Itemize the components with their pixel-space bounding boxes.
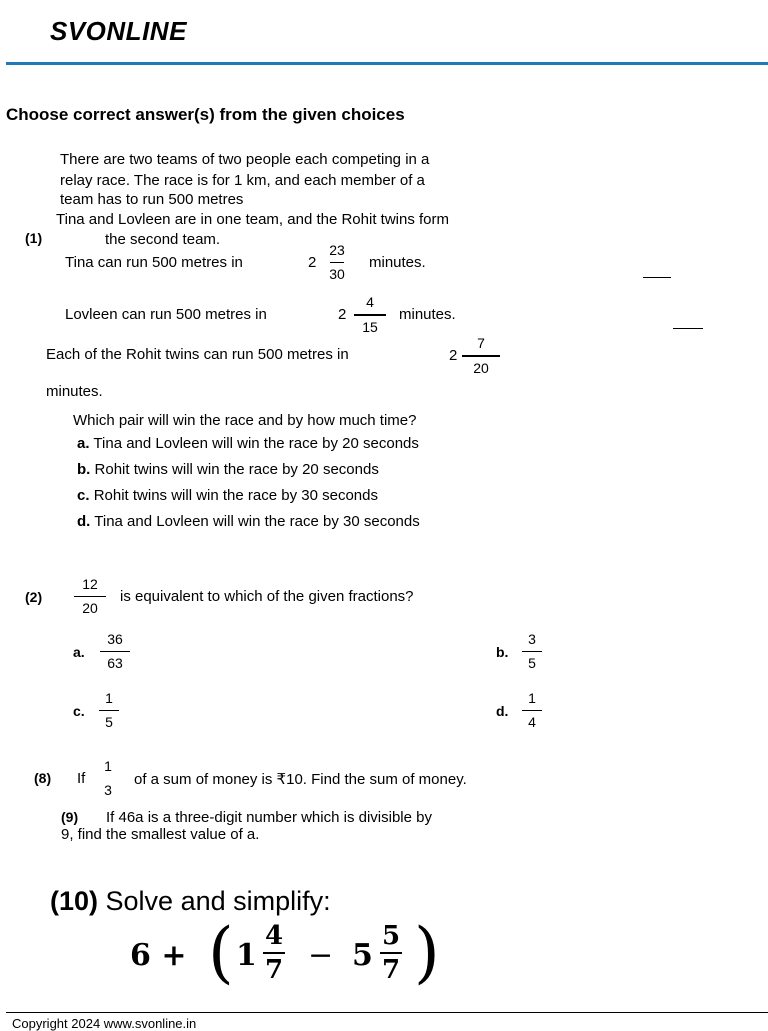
q2-numerator: 12 (82, 576, 98, 592)
option-letter: a. (77, 435, 90, 452)
q10-fraction-2 (380, 922, 402, 984)
denominator: 4 (528, 714, 536, 730)
open-paren: ( (208, 914, 234, 991)
fraction-bar (380, 952, 402, 954)
q2-number: (2) (25, 589, 43, 605)
fraction-bar (522, 651, 542, 652)
q8-number: (8) (34, 770, 52, 786)
fraction-bar (100, 651, 130, 652)
q1-rohit-denominator: 20 (473, 359, 489, 376)
q1-lovleen-text: Lovleen can run 500 metres in (65, 306, 267, 323)
denominator: 5 (528, 655, 536, 671)
q10-heading (50, 886, 331, 917)
site-logo: SVONLINE (50, 16, 187, 46)
q1-option-d[interactable] (77, 513, 420, 530)
q10-number: (10) (50, 886, 99, 916)
q1-tina-denominator: 30 (329, 266, 345, 282)
q9-number: (9) (61, 809, 79, 825)
fraction-bar (99, 710, 119, 711)
option-letter: d. (77, 513, 91, 530)
q1-tina-whole: 2 (308, 254, 317, 271)
numerator: 3 (528, 631, 536, 647)
q1-rohit-text: Each of the Rohit twins can run 500 metres in (46, 346, 349, 363)
option-text: Rohit twins will win the race by 20 seconds (94, 461, 379, 478)
q1-option-a[interactable] (77, 435, 419, 452)
option-letter: a. (73, 644, 85, 660)
numerator: 1 (528, 690, 536, 706)
close-paren: ) (414, 914, 440, 991)
fraction-bar (74, 596, 106, 597)
q2-text: is equivalent to which of the given fractions? (120, 588, 414, 605)
footer-copyright: Copyright 2024 www.svonline.in (12, 1016, 197, 1031)
option-text: Tina and Lovleen will win the race by 20 seconds (93, 435, 419, 452)
q1-intro-line-1: There are two teams of two people each competing in a (60, 151, 430, 168)
q1-lovleen-whole: 2 (338, 306, 347, 323)
q1-rohit-unit: minutes. (46, 383, 103, 400)
fraction-bar (462, 355, 500, 357)
q8-denominator: 3 (104, 782, 112, 798)
numerator: 5 (381, 921, 401, 951)
q1-rohit-numerator: 7 (477, 335, 485, 351)
denominator: 7 (381, 955, 401, 985)
option-letter: b. (77, 461, 91, 478)
option-fraction (522, 631, 542, 671)
option-fraction (99, 690, 119, 730)
q1-option-b[interactable] (77, 461, 379, 478)
numerator: 4 (264, 921, 284, 951)
q1-teams-line-1: Tina and Lovleen are in one team, and the Rohit twins form (56, 211, 450, 228)
option-text: Rohit twins will win the race by 30 seconds (93, 487, 378, 504)
q1-number: (1) (25, 230, 43, 246)
numerator: 1 (105, 690, 113, 706)
q1-question: Which pair will win the race and by how much time? (73, 412, 417, 429)
fraction-bar (354, 314, 386, 316)
option-letter: d. (496, 703, 509, 719)
answer-blank (673, 328, 703, 329)
q8-numerator: 1 (104, 758, 112, 774)
q1-lovleen-numerator: 4 (366, 294, 374, 310)
q1-intro-line-2: relay race. The race is for 1 km, and each member of a (60, 172, 425, 189)
option-fraction (522, 690, 542, 730)
q1-tina-unit: minutes. (369, 254, 426, 271)
q10-whole-2: 5 (352, 938, 373, 973)
numerator: 36 (107, 631, 123, 647)
q1-tina-numerator: 23 (329, 242, 345, 258)
q10-whole-1: 1 (236, 938, 257, 973)
option-letter: b. (496, 644, 509, 660)
q9-line-1: If 46a is a three-digit number which is divisible by (106, 809, 432, 826)
option-fraction (100, 631, 130, 671)
q1-tina-text: Tina can run 500 metres in (65, 254, 243, 271)
q10-fraction-1 (264, 922, 284, 984)
denominator: 7 (264, 955, 284, 985)
answer-blank (643, 277, 671, 278)
q10-instruction: Solve and simplify: (105, 886, 331, 916)
q8-fraction (101, 758, 115, 798)
option-letter: c. (73, 703, 85, 719)
q1-intro-line-3: team has to run 500 metres (60, 191, 244, 208)
q1-lovleen-unit: minutes. (399, 306, 456, 323)
q10-lead: 6 + (130, 938, 187, 973)
header-divider (6, 62, 768, 65)
denominator: 63 (107, 655, 123, 671)
option-text: Tina and Lovleen will win the race by 30 seconds (94, 513, 420, 530)
footer-divider (6, 1012, 768, 1013)
denominator: 5 (105, 714, 113, 730)
q2-denominator: 20 (82, 600, 98, 616)
page-heading: Choose correct answer(s) from the given choices (6, 105, 405, 124)
q1-tina-fraction (326, 242, 348, 282)
fraction-bar (330, 262, 344, 263)
q9-line-2: 9, find the smallest value of a. (61, 826, 260, 843)
q2-fraction (74, 576, 106, 616)
q1-option-c[interactable] (77, 487, 378, 504)
q1-lovleen-denominator: 15 (362, 318, 378, 335)
option-letter: c. (77, 487, 90, 504)
minus-sign: − (308, 938, 334, 973)
q8-prefix: If (77, 770, 86, 787)
q1-lovleen-fraction (354, 294, 386, 335)
fraction-bar (263, 952, 285, 954)
q1-rohit-fraction (462, 335, 500, 376)
q1-teams-line-2: the second team. (105, 231, 221, 248)
q1-rohit-whole: 2 (449, 347, 458, 364)
q8-text: of a sum of money is ₹10. Find the sum of money. (134, 771, 467, 788)
fraction-bar (522, 710, 542, 711)
